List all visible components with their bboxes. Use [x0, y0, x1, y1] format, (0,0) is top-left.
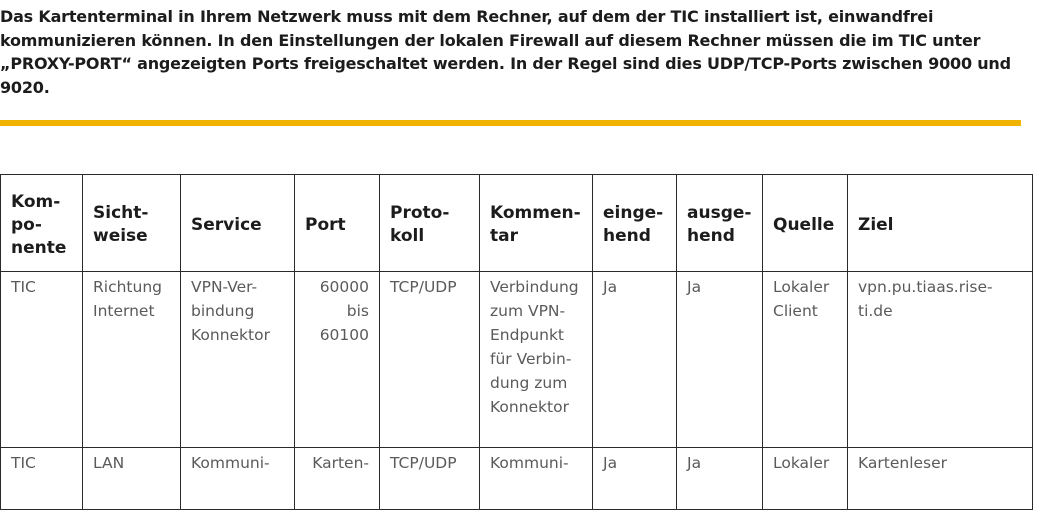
cell-protokoll: TCP/UDP: [380, 272, 480, 448]
cell-komponente: TIC: [1, 448, 83, 510]
cell-ziel: Kartenleser: [848, 448, 1033, 510]
header-quelle: Quelle: [763, 175, 848, 272]
header-sichtweise: Sicht- weise: [83, 175, 181, 272]
cell-sichtweise: Richtung Internet: [83, 272, 181, 448]
header-protokoll: Proto- koll: [380, 175, 480, 272]
cell-service: Kommuni-: [181, 448, 295, 510]
cell-protokoll: TCP/UDP: [380, 448, 480, 510]
cell-quelle: Lokaler: [763, 448, 848, 510]
accent-divider: [0, 120, 1021, 126]
cell-ausgehend: Ja: [677, 272, 763, 448]
table-row: [1, 448, 1033, 510]
cell-sichtweise: LAN: [83, 448, 181, 510]
table-header-row: [1, 175, 1033, 272]
header-ausgehend: ausge- hend: [677, 175, 763, 272]
cell-eingehend: Ja: [593, 448, 677, 510]
cell-service: VPN-Ver- bindung Konnektor: [181, 272, 295, 448]
cell-kommentar: Kommuni-: [480, 448, 593, 510]
header-komponente: Kom- po- nente: [1, 175, 83, 272]
header-eingehend: einge- hend: [593, 175, 677, 272]
header-ziel: Ziel: [848, 175, 1033, 272]
cell-port: 60000 bis 60100: [295, 272, 380, 448]
cell-ziel: vpn.pu.tiaas.rise- ti.de: [848, 272, 1033, 448]
firewall-ports-table: [0, 174, 1033, 510]
cell-quelle: Lokaler Client: [763, 272, 848, 448]
header-service: Service: [181, 175, 295, 272]
cell-port: Karten-: [295, 448, 380, 510]
cell-komponente: TIC: [1, 272, 83, 448]
header-kommentar: Kommen- tar: [480, 175, 593, 272]
cell-eingehend: Ja: [593, 272, 677, 448]
table-row: [1, 272, 1033, 448]
intro-paragraph: Das Kartenterminal in Ihrem Netzwerk muss mit dem Rechner, auf dem der TIC installiert ist, einwandfrei kommunizieren können. In den Einstellungen der lokalen Firewall auf diesem Rechner müssen die im TIC unter „PROXY-PORT“ angezeigten Ports freigeschaltet werden. In der Regel sind dies UDP/TCP-Ports zwischen 9000 und 9020.: [0, 7, 1011, 97]
header-port: Port: [295, 175, 380, 272]
firewall-ports-table-container: [0, 174, 1034, 510]
cell-ausgehend: Ja: [677, 448, 763, 510]
cell-kommentar: Verbindung zum VPN- Endpunkt für Verbin- dung zum Konnektor: [480, 272, 593, 448]
